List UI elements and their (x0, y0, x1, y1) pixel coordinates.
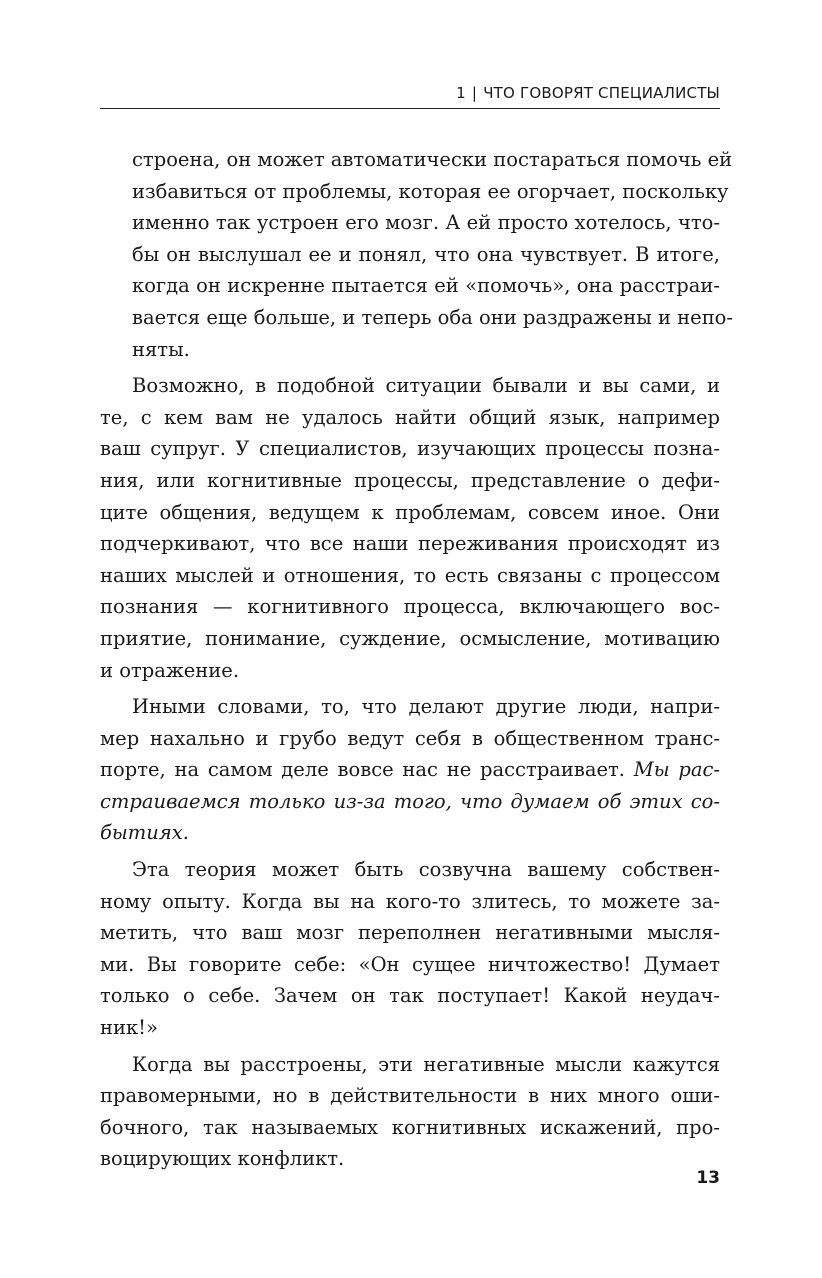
text-line: те, с кем вам не удалось найти общий язык, например (100, 405, 720, 429)
text-line: мер нахально и грубо ведут себя в общественном транс- (100, 726, 720, 750)
chapter-number: 1 (456, 84, 466, 102)
text-line: избавиться от проблемы, которая ее огорчает, поскольку (132, 179, 729, 203)
text-line: и отражение. (100, 658, 240, 682)
page-number: 13 (696, 1168, 720, 1188)
text-line: правомерными, но в действительности в них много оши- (100, 1084, 720, 1108)
text-line: ному опыту. Когда вы на кого-то злитесь, то можете за- (100, 889, 720, 913)
text-line: метить, что ваш мозг переполнен негативными мысля- (100, 921, 720, 945)
text-line: няты. (132, 337, 190, 361)
text-line: Возможно, в подобной ситуации бывали и вы сами, и (132, 374, 720, 398)
text-line: приятие, понимание, суждение, осмысление, мотивацию (100, 626, 720, 650)
header-separator: | (471, 84, 478, 102)
text-line: только о себе. Зачем он так поступает! Какой неудач- (100, 984, 720, 1008)
text-line: ния, или когнитивные процессы, представление о дефи- (100, 468, 720, 492)
text-line: Иными словами, то, что делают другие люди, напри- (132, 695, 720, 719)
running-header (100, 84, 720, 104)
paragraph-2 (100, 370, 720, 686)
text-line: Когда вы расстроены, эти негативные мысли кажутся (132, 1052, 720, 1076)
text-line (100, 817, 720, 849)
text-line: ник!» (100, 1016, 158, 1040)
paragraph-3 (100, 691, 720, 849)
text-line: воцирующих конфликт. (100, 1147, 345, 1171)
page-body (100, 144, 734, 1180)
italic-segment: Мы рас- (633, 758, 720, 782)
header-rule (100, 108, 720, 109)
text-line: ците общения, ведущем к проблемам, совсем иное. Они (100, 500, 720, 524)
text-line (100, 754, 720, 786)
text-line: строена, он может автоматически постараться помочь ей (132, 148, 733, 171)
text-line: познания — когнитивного процесса, включающего вос- (100, 595, 720, 619)
text-line: ваш супруг. У специалистов, изучающих процессы позна- (100, 437, 720, 461)
text-line: бы он выслушал ее и понял, что она чувствует. В итоге, (132, 242, 720, 266)
text-line: ми. Вы говорите себе: «Он сущее ничтожество! Думает (100, 952, 720, 976)
text-line (100, 786, 720, 818)
text-line: бочного, так называемых когнитивных искажений, про- (100, 1115, 720, 1139)
italic-segment: страиваемся только из-за того, что думаем об этих со- (100, 789, 720, 813)
italic-segment: бытиях. (100, 821, 189, 845)
text-segment: порте, на самом деле вовсе нас не расстраивает. (100, 758, 634, 782)
text-line: именно так устроен его мозг. А ей просто хотелось, что- (132, 211, 720, 235)
paragraph-4 (100, 854, 720, 1044)
paragraph-1 (100, 144, 734, 365)
paragraph-5 (100, 1049, 720, 1175)
text-line: подчеркивают, что все наши переживания происходят из (100, 532, 720, 556)
chapter-title: ЧТО ГОВОРЯТ СПЕЦИАЛИСТЫ (483, 84, 720, 102)
text-line: Эта теория может быть созвучна вашему собствен- (132, 858, 720, 882)
text-line: когда он искренне пытается ей «помочь», она расстраи- (132, 274, 720, 298)
text-line: наших мыслей и отношения, то есть связаны с процессом (100, 563, 720, 587)
text-line: вается еще больше, и теперь оба они раздражены и непо- (132, 305, 734, 329)
